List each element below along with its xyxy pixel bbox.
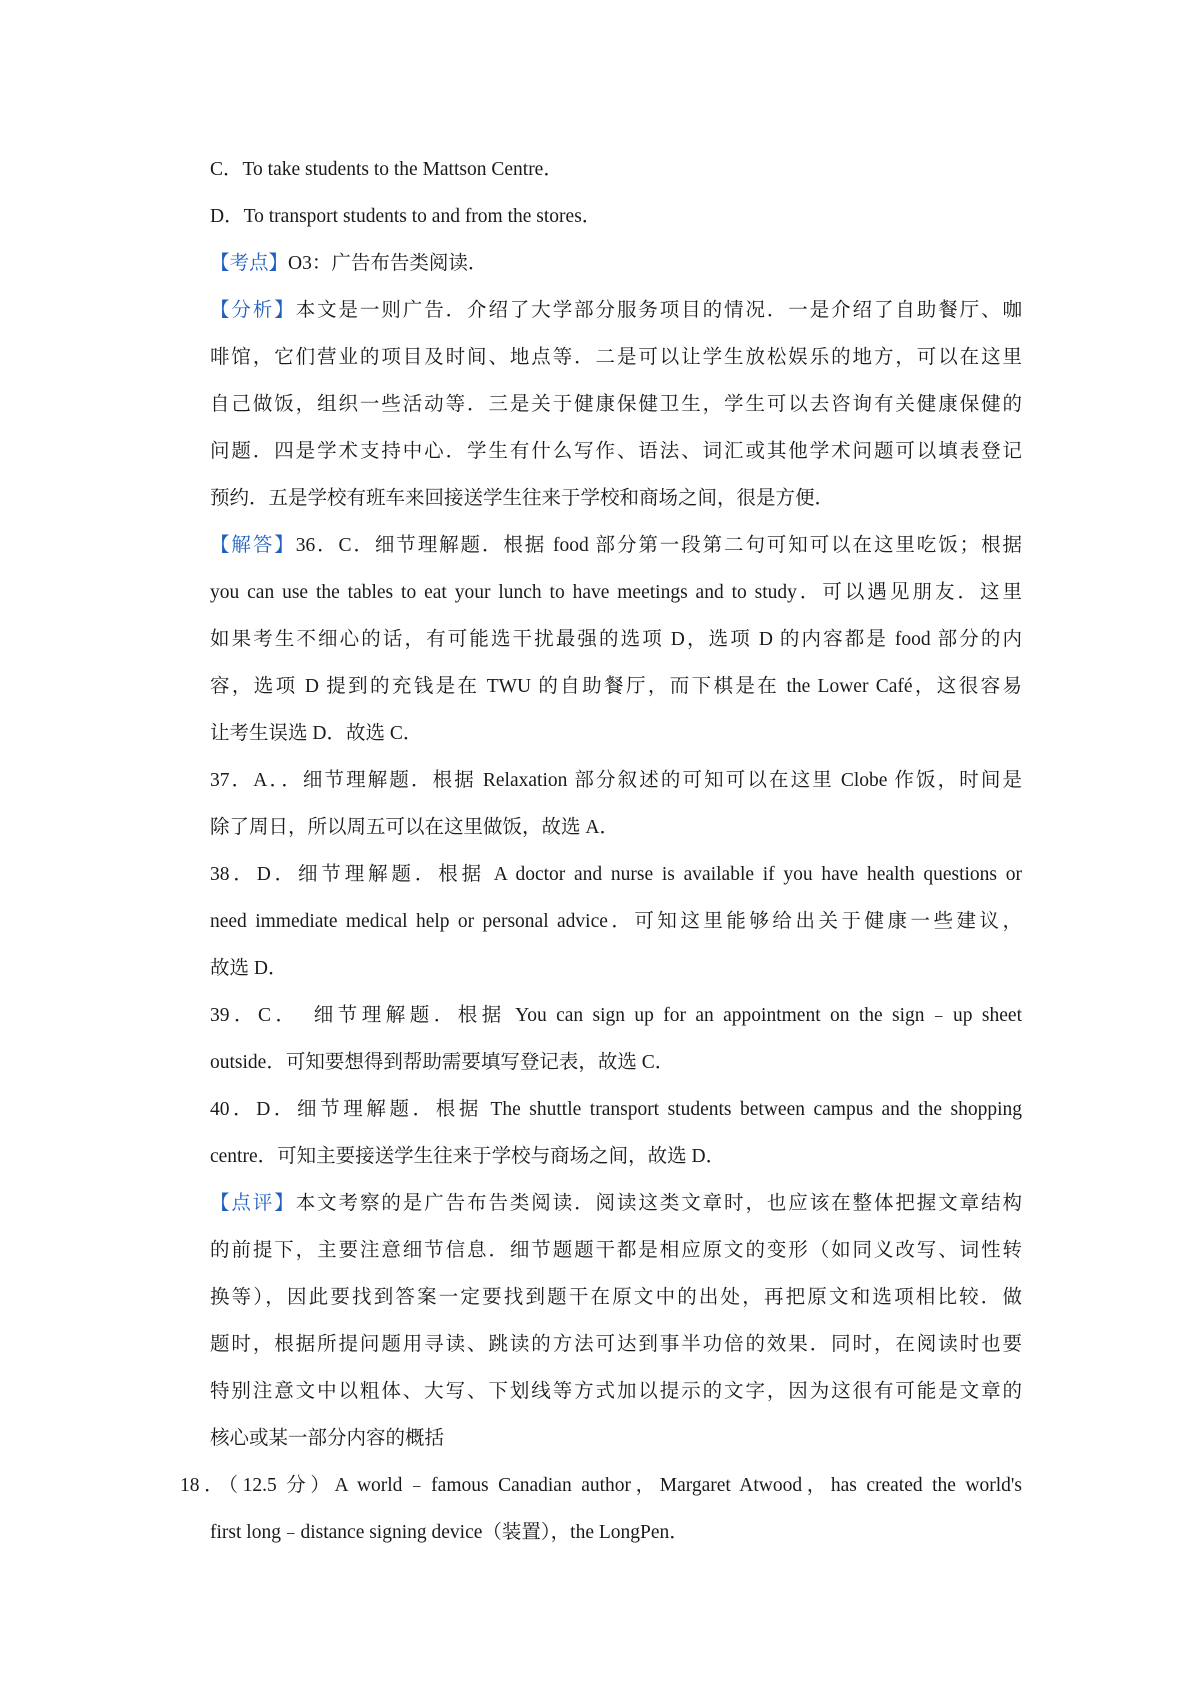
jieda-line: 如果考生不细心的话，有可能选干扰最强的选项 D，选项 D 的内容都是 food 部分的内 [210,629,1022,650]
option-d: D．To transport students to and from the stores． [210,206,602,227]
fenxi-line [210,297,1022,325]
jieda-line: 故选 D． [210,958,288,979]
jieda-line: centre．可知主要接送学生往来于学校与商场之间，故选 D． [210,1146,726,1167]
jieda-line: 容，选项 D 提到的充钱是在 TWU 的自助餐厅，而下棋是在 the Lower Café，这很容易 [210,676,1022,697]
fenxi-tag: 【分析】 [210,300,296,321]
kaodian-tag: 【考点】 [210,253,289,274]
kaodian-text: O3：广告布告类阅读． [288,253,488,274]
question-18-line: 18．（12.5 分）A world﹣famous Canadian author，Margaret Atwood，has created the world's [180,1475,1022,1496]
dianping-line: 的前提下，主要注意细节信息．细节题题干都是相应原文的变形（如同义改写、词性转 [210,1240,1022,1261]
fenxi-line: 问题．四是学术支持中心．学生有什么写作、语法、词汇或其他学术问题可以填表登记 [210,441,1022,462]
jieda-line: 除了周日，所以周五可以在这里做饭，故选 A． [210,817,619,838]
fenxi-line: 啡馆，它们营业的项目及时间、地点等．二是可以让学生放松娱乐的地方，可以在这里 [210,347,1022,368]
dianping-line: 题时，根据所提问题用寻读、跳读的方法可达到事半功倍的效果．同时，在阅读时也要 [210,1334,1022,1355]
dianping-line: 换等），因此要找到答案一定要找到题干在原文中的出处，再把原文和选项相比较．做 [210,1287,1022,1308]
fenxi-line: 自己做饭，组织一些活动等．三是关于健康保健卫生，学生可以去咨询有关健康保健的 [210,394,1022,415]
jieda-line: need immediate medical help or personal advice．可知这里能够给出关于健康一些建议， [210,911,1022,932]
jieda-line [210,532,1022,560]
jieda-line: 39．C． 细节理解题．根据 You can sign up for an appointment on the sign﹣up sheet [210,1005,1022,1026]
jieda-line: 40．D．细节理解题．根据 The shuttle transport students between campus and the shopping [210,1099,1022,1120]
option-c: C．To take students to the Mattson Centre． [210,159,563,180]
dianping-tag: 【点评】 [210,1193,296,1214]
jieda-line: 37．A．．细节理解题．根据 Relaxation 部分叙述的可知可以在这里 Clobe 作饭，时间是 [210,770,1022,791]
dianping-line [210,1190,1022,1218]
dianping-line: 特别注意文中以粗体、大写、下划线等方式加以提示的文字，因为这很有可能是文章的 [210,1381,1022,1402]
jieda-line: 让考生误选 D．故选 C． [210,723,423,744]
dianping-line: 核心或某一部分内容的概括 [210,1428,445,1449]
jieda-line: you can use the tables to eat your lunch to have meetings and to study．可以遇见朋友．这里 [210,582,1022,603]
fenxi-text: 本文是一则广告．介绍了大学部分服务项目的情况．一是介绍了自助餐厅、咖 [295,300,1022,321]
jieda-tag: 【解答】 [210,535,296,556]
dianping-text: 本文考察的是广告布告类阅读．阅读这类文章时，也应该在整体把握文章结构 [295,1193,1022,1214]
kaodian-line [210,250,1022,278]
fenxi-line: 预约．五是学校有班车来回接送学生往来于学校和商场之间，很是方便． [210,488,835,509]
question-18-line: first long﹣distance signing device（装置），the LongPen． [210,1522,689,1543]
jieda-line: 38．D．细节理解题．根据 A doctor and nurse is available if you have health questions or [210,864,1022,885]
jieda-line: outside．可知要想得到帮助需要填写登记表，故选 C． [210,1052,675,1073]
jieda-text: 36．C．细节理解题．根据 food 部分第一段第二句可知可以在这里吃饭；根据 [295,535,1022,556]
